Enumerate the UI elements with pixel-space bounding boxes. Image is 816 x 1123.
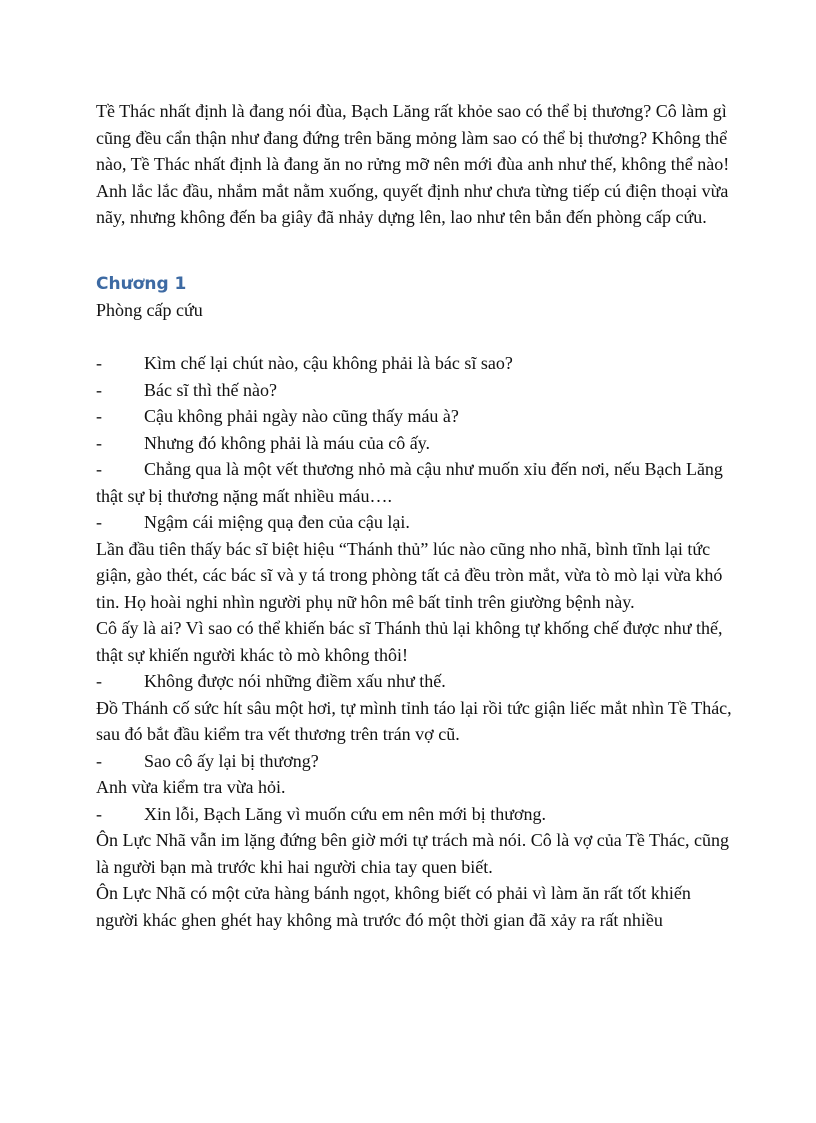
dialogue-text: Sao cô ấy lại bị thương? <box>144 750 319 771</box>
paragraph: Anh vừa kiểm tra vừa hỏi. <box>96 777 286 797</box>
dialogue-line <box>96 430 736 457</box>
dialogue-line <box>96 377 736 404</box>
chapter-title: Chương 1 <box>96 273 187 294</box>
document-page <box>96 98 736 933</box>
chapter-subtitle: Phòng cấp cứu <box>96 300 203 320</box>
dialogue-text: Bác sĩ thì thế nào? <box>144 379 277 400</box>
paragraph: Cô ấy là ai? Vì sao có thể khiến bác sĩ Thánh thủ lại không tự khống chế được như thế, thật sự khiến người khác tò mò không thôi! <box>96 618 723 665</box>
dialogue-text: Ngậm cái miệng quạ đen của cậu lại. <box>144 512 410 532</box>
dialogue-line <box>96 350 736 377</box>
dialogue-text: Cậu không phải ngày nào cũng thấy máu à? <box>144 406 459 426</box>
dialogue-text: Không được nói những điềm xấu như thế. <box>144 671 446 691</box>
dialogue-dash: - <box>96 379 102 400</box>
dialogue-line <box>96 668 736 695</box>
dialogue-line <box>96 748 736 775</box>
paragraph: Anh lắc lắc đầu, nhắm mắt nằm xuống, quyết định như chưa từng tiếp cú điện thoại vừa nãy, nhưng không đến ba giây đã nhảy dựng lên, lao như tên bắn đến phòng cấp cứu. <box>96 180 729 227</box>
paragraph: Tề Thác nhất định là đang nói đùa, Bạch Lăng rất khỏe sao có thể bị thương? Cô làm gì cũng đều cẩn thận như đang đứng trên băng mỏng làm sao có thể bị thương? Không thể nào, Tề Thác nhất định là đang ăn no rửng mỡ nên mới đùa anh như thế, không thể nào! <box>96 101 730 174</box>
dialogue-dash: - <box>96 803 102 824</box>
dialogue-text: Chẳng qua là một vết thương nhỏ mà cậu như muốn xỉu đến nơi, nếu Bạch Lăng thật sự bị thương nặng mất nhiều máu…. <box>96 459 723 506</box>
dialogue-dash: - <box>96 432 102 453</box>
dialogue-line <box>96 403 736 430</box>
dialogue-line-wrapped <box>96 456 736 509</box>
paragraph: Đồ Thánh cố sức hít sâu một hơi, tự mình tỉnh táo lại rồi tức giận liếc mắt nhìn Tề Thác, sau đó bắt đầu kiểm tra vết thương trên trán vợ cũ. <box>96 697 732 744</box>
dialogue-dash: - <box>96 671 102 691</box>
dialogue-line <box>96 801 736 828</box>
dialogue-dash: - <box>96 750 102 771</box>
paragraph: Ôn Lực Nhã vẫn im lặng đứng bên giờ mới tự trách mà nói. Cô là vợ của Tề Thác, cũng là người bạn mà trước khi hai người chia tay quen biết. <box>96 830 730 877</box>
blank-line <box>96 324 736 351</box>
dialogue-dash: - <box>96 353 102 373</box>
dialogue-dash: - <box>96 406 102 426</box>
dialogue-text: Kìm chế lại chút nào, cậu không phải là bác sĩ sao? <box>144 353 513 373</box>
dialogue-line <box>96 509 736 536</box>
paragraph: Ôn Lực Nhã có một cửa hàng bánh ngọt, không biết có phải vì làm ăn rất tốt khiến người khác ghen ghét hay không mà trước đó một thời gian đã xảy ra rất nhiều <box>96 883 691 930</box>
blank-line <box>96 231 736 271</box>
dialogue-text: Nhưng đó không phải là máu của cô ấy. <box>144 432 431 453</box>
dialogue-dash: - <box>96 512 102 532</box>
dialogue-dash: - <box>96 459 102 479</box>
dialogue-text: Xin lỗi, Bạch Lăng vì muốn cứu em nên mới bị thương. <box>144 803 546 824</box>
paragraph: Lần đầu tiên thấy bác sĩ biệt hiệu “Thánh thủ” lúc nào cũng nho nhã, bình tĩnh lại tức giận, gào thét, các bác sĩ và y tá trong phòng tất cả đều tròn mắt, vừa tò mò lại vừa khó tin. Họ hoài nghi nhìn người phụ nữ hôn mê bất tỉnh trên giường bệnh này. <box>96 538 723 612</box>
